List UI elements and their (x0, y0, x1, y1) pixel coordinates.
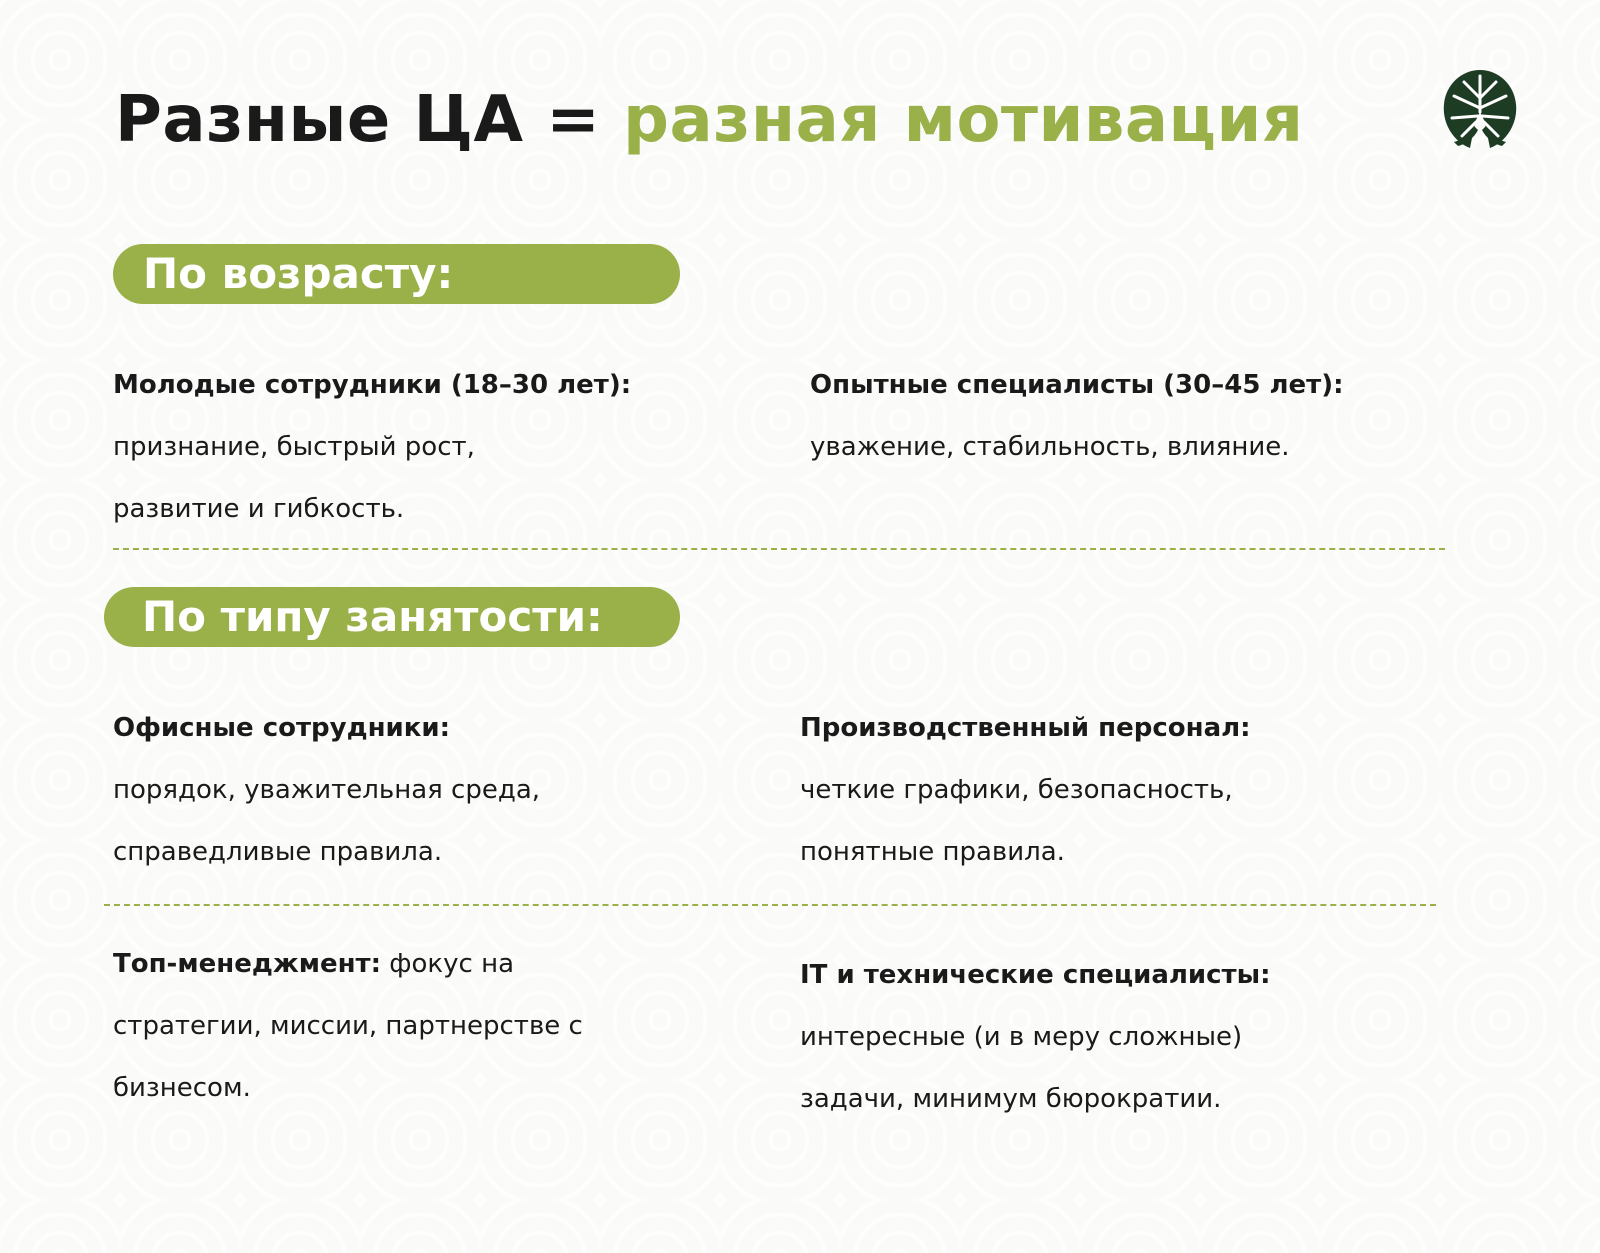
top-management-first-line (113, 933, 583, 995)
top-management-line: фокус на (381, 949, 515, 979)
experienced-specialists-block (810, 354, 1343, 478)
young-employees-line: признание, быстрый рост, (113, 432, 475, 462)
top-management-line: бизнесом. (113, 1073, 251, 1103)
production-staff-line: четкие графики, безопасность, (800, 775, 1233, 805)
office-employees-block (113, 697, 540, 883)
page-title (115, 83, 1304, 157)
it-specialists-line: задачи, минимум бюрократии. (800, 1084, 1222, 1114)
dotted-divider (104, 904, 1436, 906)
office-employees-line: порядок, уважительная среда, (113, 775, 541, 805)
young-employees-heading: Молодые сотрудники (18–30 лет): (113, 370, 632, 400)
top-management-block (113, 933, 583, 1119)
it-specialists-heading: IT и технические специалисты: (800, 960, 1271, 990)
top-management-heading: Топ-менеджмент: (113, 949, 382, 979)
title-accent: разная мотивация (623, 83, 1304, 157)
production-staff-block (800, 697, 1251, 883)
office-employees-heading: Офисные сотрудники: (113, 713, 451, 743)
young-employees-line: развитие и гибкость. (113, 494, 405, 524)
it-specialists-block (800, 944, 1271, 1130)
production-staff-line: понятные правила. (800, 837, 1065, 867)
top-management-line: стратегии, миссии, партнерстве с (113, 1011, 583, 1041)
tree-logo-icon (1440, 68, 1520, 154)
it-specialists-line: интересные (и в меру сложные) (800, 1022, 1243, 1052)
title-main: Разные ЦА = (115, 83, 624, 157)
section-label-employment: По типу занятости: (104, 587, 680, 647)
experienced-specialists-line: уважение, стабильность, влияние. (810, 432, 1290, 462)
young-employees-block (113, 354, 631, 540)
section-label-age: По возрасту: (113, 244, 680, 304)
office-employees-line: справедливые правила. (113, 837, 443, 867)
experienced-specialists-heading: Опытные специалисты (30–45 лет): (810, 370, 1344, 400)
dotted-divider (113, 548, 1445, 550)
production-staff-heading: Производственный персонал: (800, 713, 1251, 743)
